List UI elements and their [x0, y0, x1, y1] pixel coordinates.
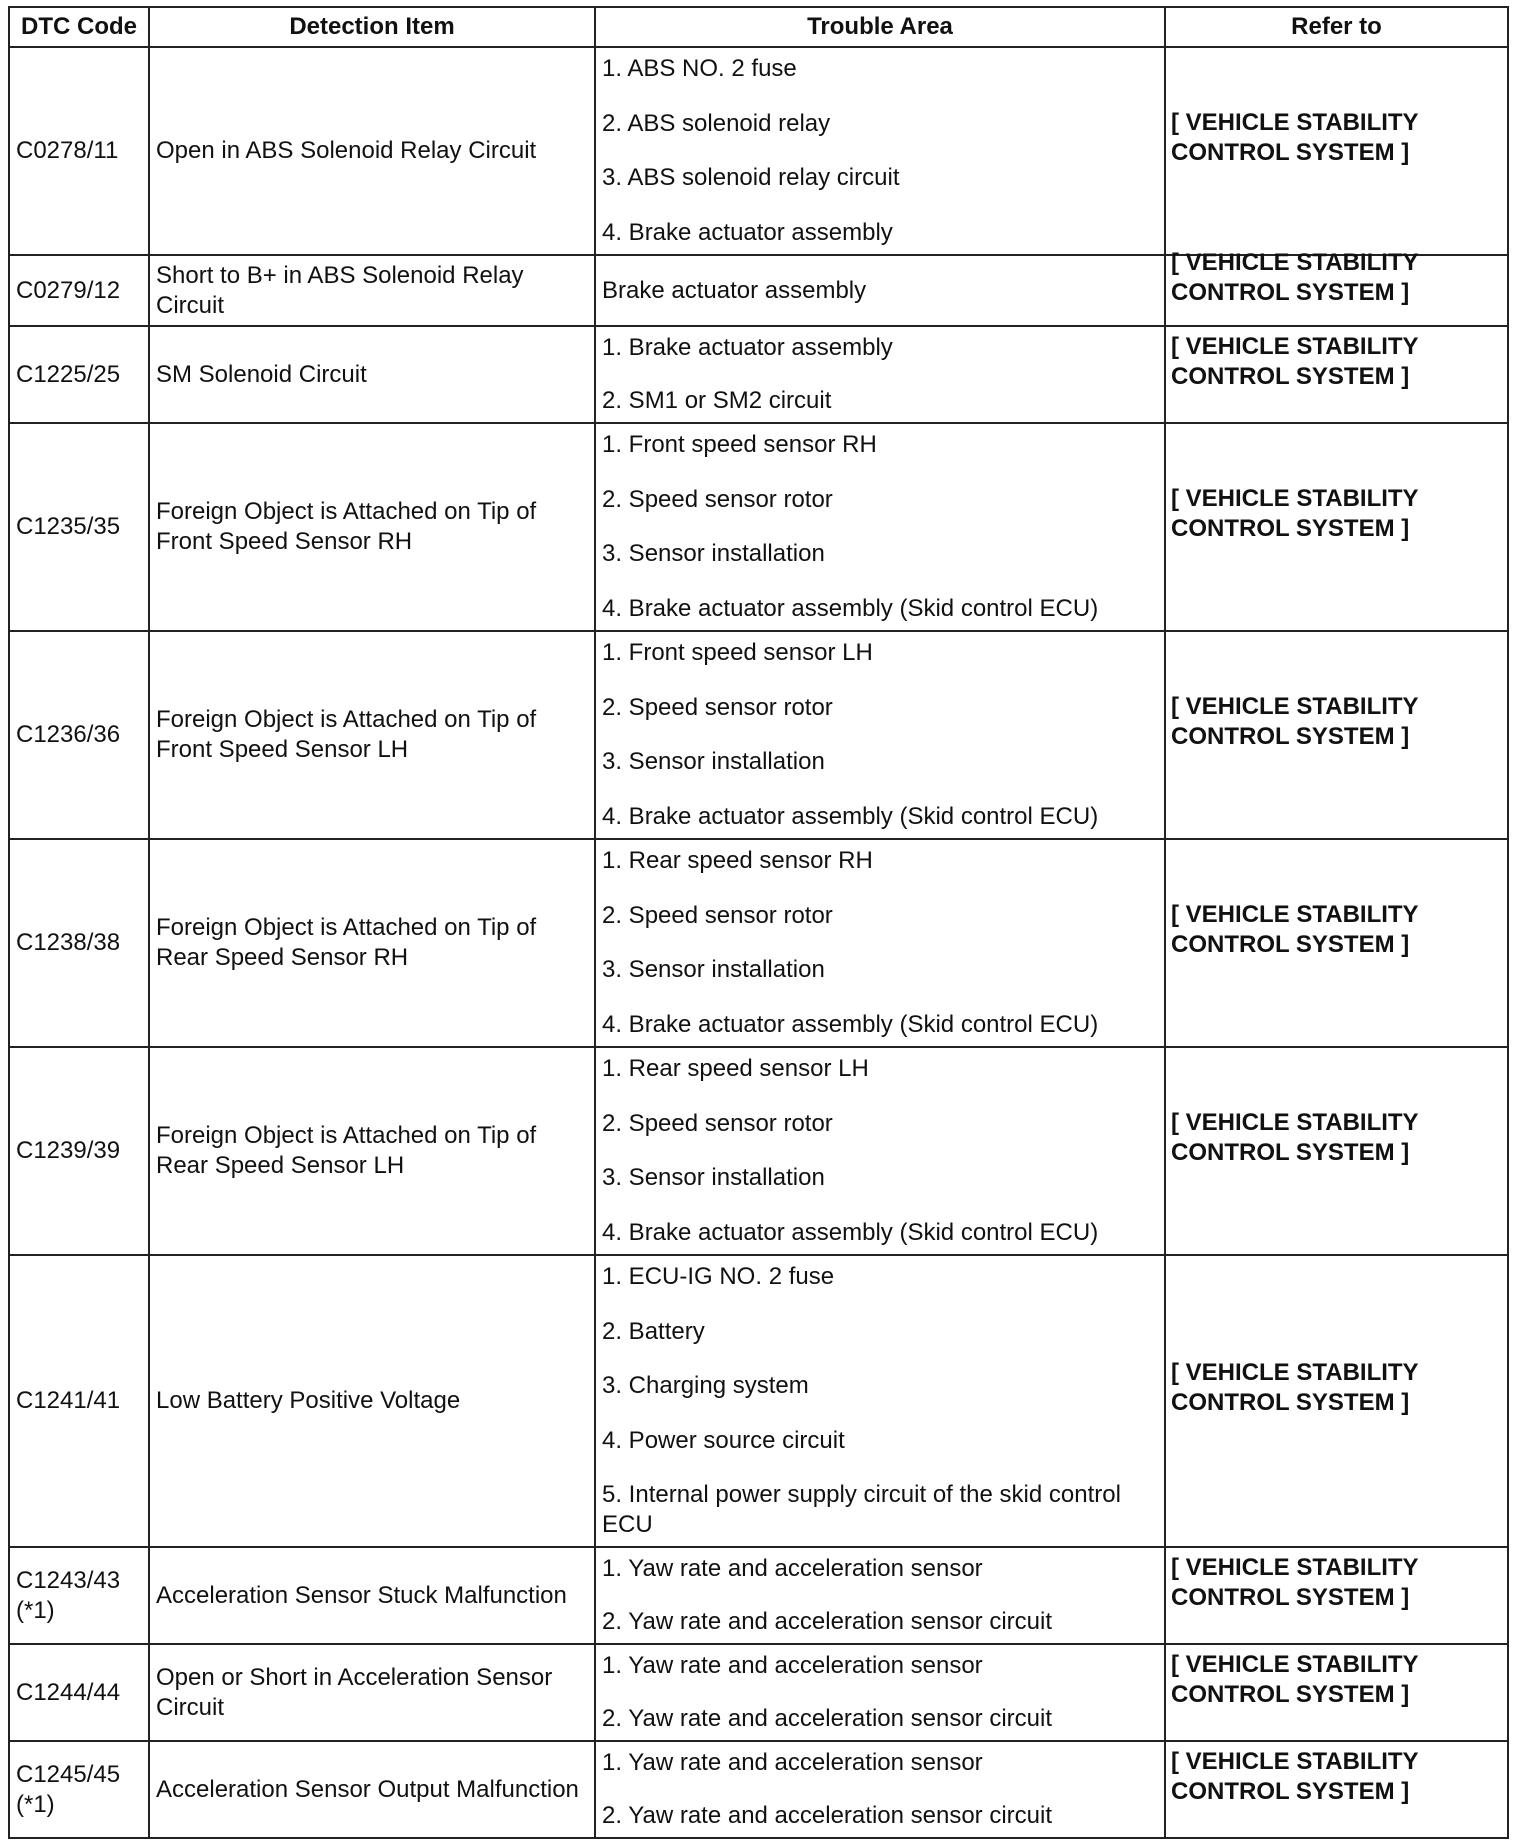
- table-row: [9, 631, 1508, 839]
- detection-item-cell: Foreign Object is Attached on Tip of Front Speed Sensor RH: [149, 423, 595, 631]
- table-row: [9, 423, 1508, 631]
- trouble-area-item: 4. Power source circuit: [602, 1426, 845, 1454]
- dtc-code-cell: C1238/38: [9, 839, 149, 1047]
- detection-item-cell: Short to B+ in ABS Solenoid Relay Circuit: [149, 255, 595, 326]
- dtc-table: [8, 6, 1509, 1839]
- trouble-area-item: 2. Yaw rate and acceleration sensor circuit: [602, 1705, 1053, 1732]
- trouble-area-cell: [595, 1644, 1165, 1741]
- refer-to-cell: [1165, 248, 1508, 326]
- detection-item-cell: Acceleration Sensor Output Malfunction: [149, 1741, 595, 1838]
- trouble-area-item: 2. ABS solenoid relay: [602, 109, 831, 137]
- trouble-area-item: 1. Yaw rate and acceleration sensor: [602, 1555, 983, 1582]
- refer-to-cell: [1165, 1644, 1508, 1741]
- refer-to-link[interactable]: [ VEHICLE STABILITY CONTROL SYSTEM ]: [1171, 1359, 1419, 1416]
- trouble-area-item: 4. Brake actuator assembly (Skid control ECU): [602, 802, 1099, 830]
- trouble-area-item: 3. Sensor installation: [602, 540, 825, 568]
- trouble-area-item: 3. ABS solenoid relay circuit: [602, 164, 900, 192]
- refer-to-cell: [1165, 423, 1508, 631]
- dtc-code-cell: C1225/25: [9, 326, 149, 423]
- table-row: [9, 255, 1508, 326]
- trouble-area-item: 4. Brake actuator assembly (Skid control ECU): [602, 594, 1099, 622]
- refer-to-link[interactable]: [ VEHICLE STABILITY CONTROL SYSTEM ]: [1171, 1650, 1419, 1708]
- trouble-area-item: 4. Brake actuator assembly (Skid control ECU): [602, 1010, 1099, 1038]
- header-trouble-area: Trouble Area: [595, 7, 1165, 47]
- refer-to-link[interactable]: [ VEHICLE STABILITY CONTROL SYSTEM ]: [1171, 693, 1419, 750]
- refer-to-link[interactable]: [ VEHICLE STABILITY CONTROL SYSTEM ]: [1171, 1553, 1419, 1611]
- detection-item-cell: Foreign Object is Attached on Tip of Rear Speed Sensor RH: [149, 839, 595, 1047]
- dtc-code-cell: C1236/36: [9, 631, 149, 839]
- refer-to-link[interactable]: [ VEHICLE STABILITY CONTROL SYSTEM ]: [1171, 109, 1419, 166]
- trouble-area-item: Brake actuator assembly: [602, 276, 867, 304]
- dtc-code-cell: C1245/45 (*1): [9, 1741, 149, 1838]
- dtc-code-cell: C1243/43 (*1): [9, 1547, 149, 1644]
- header-detection-item: Detection Item: [149, 7, 595, 47]
- trouble-area-item: 4. Brake actuator assembly (Skid control ECU): [602, 1218, 1099, 1246]
- refer-to-link[interactable]: [ VEHICLE STABILITY CONTROL SYSTEM ]: [1171, 332, 1419, 390]
- trouble-area-cell: [595, 631, 1165, 839]
- trouble-area-cell: [595, 1547, 1165, 1644]
- trouble-area-item: 3. Sensor installation: [602, 956, 825, 984]
- header-dtc-code: DTC Code: [9, 7, 149, 47]
- refer-to-link[interactable]: [ VEHICLE STABILITY CONTROL SYSTEM ]: [1171, 1747, 1419, 1805]
- trouble-area-item: 2. Speed sensor rotor: [602, 485, 833, 513]
- trouble-area-item: 1. ECU-IG NO. 2 fuse: [602, 1263, 835, 1290]
- dtc-code-cell: C1235/35: [9, 423, 149, 631]
- dtc-code-cell: C0278/11: [9, 47, 149, 255]
- dtc-code-cell: C0279/12: [9, 255, 149, 326]
- trouble-area-cell: [595, 1047, 1165, 1255]
- refer-to-link[interactable]: [ VEHICLE STABILITY CONTROL SYSTEM ]: [1171, 1109, 1419, 1166]
- trouble-area-item: 1. Rear speed sensor LH: [602, 1055, 869, 1082]
- trouble-area-cell: [595, 255, 1165, 326]
- detection-item-cell: Low Battery Positive Voltage: [149, 1255, 595, 1547]
- table-row: [9, 1644, 1508, 1741]
- refer-to-cell: [1165, 1047, 1508, 1255]
- trouble-area-item: 2. Speed sensor rotor: [602, 693, 833, 721]
- refer-to-cell: [1165, 1741, 1508, 1838]
- trouble-area-cell: [595, 1255, 1165, 1547]
- trouble-area-cell: [595, 839, 1165, 1047]
- trouble-area-item: 2. Yaw rate and acceleration sensor circuit: [602, 1608, 1053, 1635]
- trouble-area-cell: [595, 47, 1165, 255]
- dtc-code-cell: C1241/41: [9, 1255, 149, 1547]
- trouble-area-cell: [595, 326, 1165, 423]
- trouble-area-item: 2. SM1 or SM2 circuit: [602, 387, 832, 414]
- trouble-area-item: 1. Rear speed sensor RH: [602, 847, 873, 874]
- trouble-area-item: 4. Brake actuator assembly: [602, 218, 893, 246]
- trouble-area-item: 1. Brake actuator assembly: [602, 334, 893, 361]
- detection-item-cell: Open or Short in Acceleration Sensor Circuit: [149, 1644, 595, 1741]
- table-row: [9, 326, 1508, 423]
- trouble-area-item: 5. Internal power supply circuit of the skid control ECU: [602, 1481, 1121, 1538]
- table-row: [9, 1047, 1508, 1255]
- table-row: [9, 47, 1508, 255]
- refer-to-cell: [1165, 47, 1508, 255]
- detection-item-cell: Foreign Object is Attached on Tip of Front Speed Sensor LH: [149, 631, 595, 839]
- trouble-area-item: 1. Front speed sensor RH: [602, 431, 877, 458]
- refer-to-cell: [1165, 1255, 1508, 1547]
- trouble-area-item: 1. ABS NO. 2 fuse: [602, 55, 797, 82]
- trouble-area-cell: [595, 423, 1165, 631]
- refer-to-cell: [1165, 631, 1508, 839]
- refer-to-link[interactable]: [ VEHICLE STABILITY CONTROL SYSTEM ]: [1171, 248, 1419, 306]
- table-row: [9, 839, 1508, 1047]
- table-row: [9, 1741, 1508, 1838]
- refer-to-cell: [1165, 839, 1508, 1047]
- refer-to-link[interactable]: [ VEHICLE STABILITY CONTROL SYSTEM ]: [1171, 485, 1419, 542]
- refer-to-cell: [1165, 1547, 1508, 1644]
- trouble-area-item: 2. Battery: [602, 1317, 705, 1345]
- trouble-area-item: 1. Yaw rate and acceleration sensor: [602, 1652, 983, 1679]
- trouble-area-item: 3. Sensor installation: [602, 748, 825, 776]
- trouble-area-item: 3. Sensor installation: [602, 1164, 825, 1192]
- detection-item-cell: Acceleration Sensor Stuck Malfunction: [149, 1547, 595, 1644]
- dtc-code-cell: C1239/39: [9, 1047, 149, 1255]
- trouble-area-item: 1. Yaw rate and acceleration sensor: [602, 1749, 983, 1776]
- detection-item-cell: Foreign Object is Attached on Tip of Rear Speed Sensor LH: [149, 1047, 595, 1255]
- trouble-area-item: 3. Charging system: [602, 1372, 809, 1399]
- header-refer-to: Refer to: [1165, 7, 1508, 47]
- header-row: [9, 7, 1508, 47]
- trouble-area-item: 2. Speed sensor rotor: [602, 1109, 833, 1137]
- table-body: [9, 47, 1508, 1838]
- refer-to-link[interactable]: [ VEHICLE STABILITY CONTROL SYSTEM ]: [1171, 901, 1419, 958]
- trouble-area-item: 2. Yaw rate and acceleration sensor circuit: [602, 1802, 1053, 1829]
- trouble-area-item: 1. Front speed sensor LH: [602, 639, 873, 666]
- detection-item-cell: SM Solenoid Circuit: [149, 326, 595, 423]
- trouble-area-cell: [595, 1741, 1165, 1838]
- table-row: [9, 1255, 1508, 1547]
- detection-item-cell: Open in ABS Solenoid Relay Circuit: [149, 47, 595, 255]
- refer-to-cell: [1165, 326, 1508, 423]
- trouble-area-item: 2. Speed sensor rotor: [602, 901, 833, 929]
- table-row: [9, 1547, 1508, 1644]
- dtc-code-cell: C1244/44: [9, 1644, 149, 1741]
